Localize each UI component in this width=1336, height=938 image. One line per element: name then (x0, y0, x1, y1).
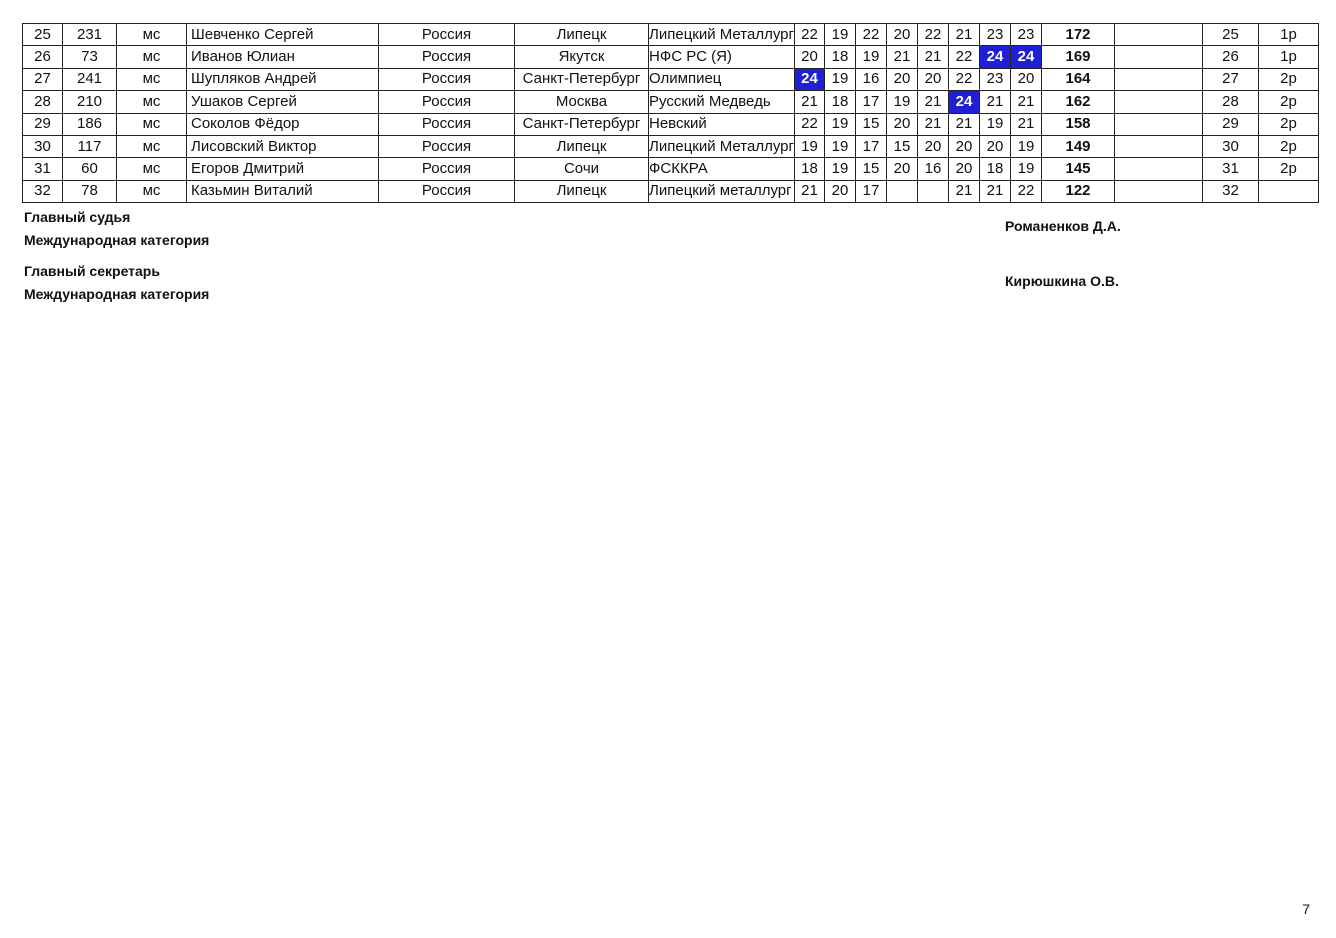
score-cell: 19 (856, 46, 887, 68)
total-cell: 158 (1042, 113, 1115, 135)
score-cell: 19 (825, 135, 856, 157)
table-row (23, 46, 1319, 68)
score-cell: 20 (887, 158, 918, 180)
extra-cell (1115, 46, 1203, 68)
category-cell: 2р (1259, 68, 1319, 90)
page-number: 7 (1302, 901, 1310, 917)
club-cell: Олимпиец (649, 68, 795, 90)
bib-cell: 186 (63, 113, 117, 135)
score-cell: 20 (887, 68, 918, 90)
place-cell: 31 (23, 158, 63, 180)
score-cell: 22 (856, 24, 887, 46)
score-cell: 19 (825, 113, 856, 135)
place2-cell: 28 (1203, 91, 1259, 113)
total-cell: 149 (1042, 135, 1115, 157)
city-cell: Липецк (515, 24, 649, 46)
score-cell: 21 (887, 46, 918, 68)
score-cell: 21 (949, 24, 980, 46)
score-cell: 20 (1011, 68, 1042, 90)
score-cell: 21 (795, 180, 825, 202)
score-cell: 16 (918, 158, 949, 180)
table-row (23, 68, 1319, 90)
score-cell: 22 (795, 113, 825, 135)
bib-cell: 73 (63, 46, 117, 68)
extra-cell (1115, 113, 1203, 135)
name-cell: Лисовский Виктор (187, 135, 379, 157)
name-cell: Шевченко Сергей (187, 24, 379, 46)
score-cell: 22 (918, 24, 949, 46)
place2-cell: 29 (1203, 113, 1259, 135)
city-cell: Санкт-Петербург (515, 68, 649, 90)
total-cell: 172 (1042, 24, 1115, 46)
score-cell: 19 (887, 91, 918, 113)
rank-cell: мс (117, 68, 187, 90)
score-cell (887, 180, 918, 202)
total-cell: 122 (1042, 180, 1115, 202)
name-cell: Ушаков Сергей (187, 91, 379, 113)
score-cell: 24 (949, 91, 980, 113)
score-cell: 22 (949, 68, 980, 90)
category-cell (1259, 180, 1319, 202)
score-cell: 23 (980, 24, 1011, 46)
extra-cell (1115, 180, 1203, 202)
score-cell: 18 (825, 46, 856, 68)
score-cell: 18 (825, 91, 856, 113)
table-row (23, 135, 1319, 157)
country-cell: Россия (379, 113, 515, 135)
name-cell: Соколов Фёдор (187, 113, 379, 135)
extra-cell (1115, 135, 1203, 157)
score-cell: 24 (1011, 46, 1042, 68)
score-cell: 23 (1011, 24, 1042, 46)
chief-secretary-category: Международная категория (24, 286, 210, 302)
city-cell: Москва (515, 91, 649, 113)
results-table-body (23, 24, 1319, 203)
score-cell: 15 (856, 113, 887, 135)
score-cell: 23 (980, 68, 1011, 90)
name-cell: Егоров Дмитрий (187, 158, 379, 180)
table-row (23, 24, 1319, 46)
name-cell: Шупляков Андрей (187, 68, 379, 90)
score-cell: 22 (949, 46, 980, 68)
place-cell: 27 (23, 68, 63, 90)
score-cell: 21 (795, 91, 825, 113)
score-cell: 21 (949, 180, 980, 202)
score-cell: 17 (856, 135, 887, 157)
bib-cell: 231 (63, 24, 117, 46)
club-cell: Липецкий Металлург (649, 135, 795, 157)
total-cell: 162 (1042, 91, 1115, 113)
place-cell: 29 (23, 113, 63, 135)
score-cell: 20 (887, 24, 918, 46)
bib-cell: 78 (63, 180, 117, 202)
place2-cell: 25 (1203, 24, 1259, 46)
score-cell: 20 (887, 113, 918, 135)
total-cell: 145 (1042, 158, 1115, 180)
score-cell: 17 (856, 91, 887, 113)
chief-secretary-name: Кирюшкина О.В. (1005, 273, 1119, 289)
extra-cell (1115, 158, 1203, 180)
extra-cell (1115, 91, 1203, 113)
place-cell: 30 (23, 135, 63, 157)
extra-cell (1115, 24, 1203, 46)
name-cell: Казьмин Виталий (187, 180, 379, 202)
score-cell: 19 (1011, 158, 1042, 180)
score-cell: 20 (949, 135, 980, 157)
score-cell: 20 (918, 135, 949, 157)
score-cell: 21 (949, 113, 980, 135)
table-row (23, 113, 1319, 135)
city-cell: Сочи (515, 158, 649, 180)
club-cell: Липецкий металлург (649, 180, 795, 202)
score-cell: 21 (980, 91, 1011, 113)
rank-cell: мс (117, 91, 187, 113)
score-cell: 20 (980, 135, 1011, 157)
score-cell: 21 (1011, 91, 1042, 113)
score-cell: 21 (918, 46, 949, 68)
country-cell: Россия (379, 180, 515, 202)
rank-cell: мс (117, 158, 187, 180)
country-cell: Россия (379, 91, 515, 113)
score-cell: 21 (1011, 113, 1042, 135)
score-cell: 24 (980, 46, 1011, 68)
place2-cell: 27 (1203, 68, 1259, 90)
score-cell: 19 (795, 135, 825, 157)
score-cell: 17 (856, 180, 887, 202)
country-cell: Россия (379, 158, 515, 180)
chief-judge-name: Романенков Д.А. (1005, 218, 1121, 234)
club-cell: Невский (649, 113, 795, 135)
bib-cell: 60 (63, 158, 117, 180)
place2-cell: 32 (1203, 180, 1259, 202)
bib-cell: 210 (63, 91, 117, 113)
score-cell: 19 (825, 24, 856, 46)
score-cell: 20 (918, 68, 949, 90)
score-cell: 21 (918, 91, 949, 113)
place-cell: 25 (23, 24, 63, 46)
chief-judge-block (24, 206, 209, 252)
score-cell: 19 (980, 113, 1011, 135)
category-cell: 2р (1259, 135, 1319, 157)
results-table (22, 23, 1319, 203)
bib-cell: 241 (63, 68, 117, 90)
score-cell: 18 (795, 158, 825, 180)
city-cell: Якутск (515, 46, 649, 68)
club-cell: Русский Медведь (649, 91, 795, 113)
score-cell: 15 (856, 158, 887, 180)
extra-cell (1115, 68, 1203, 90)
place-cell: 28 (23, 91, 63, 113)
score-cell: 21 (918, 113, 949, 135)
category-cell: 2р (1259, 91, 1319, 113)
place2-cell: 31 (1203, 158, 1259, 180)
score-cell: 20 (949, 158, 980, 180)
score-cell: 18 (980, 158, 1011, 180)
score-cell: 19 (1011, 135, 1042, 157)
score-cell: 24 (795, 68, 825, 90)
place-cell: 32 (23, 180, 63, 202)
club-cell: ФСККРА (649, 158, 795, 180)
country-cell: Россия (379, 68, 515, 90)
place2-cell: 26 (1203, 46, 1259, 68)
table-row (23, 180, 1319, 202)
place-cell: 26 (23, 46, 63, 68)
club-cell: НФС РС (Я) (649, 46, 795, 68)
score-cell: 21 (980, 180, 1011, 202)
city-cell: Санкт-Петербург (515, 113, 649, 135)
score-cell: 22 (795, 24, 825, 46)
city-cell: Липецк (515, 180, 649, 202)
rank-cell: мс (117, 46, 187, 68)
chief-judge-title: Главный судья (24, 209, 131, 225)
score-cell: 15 (887, 135, 918, 157)
score-cell (918, 180, 949, 202)
rank-cell: мс (117, 24, 187, 46)
city-cell: Липецк (515, 135, 649, 157)
table-row (23, 158, 1319, 180)
place2-cell: 30 (1203, 135, 1259, 157)
category-cell: 1р (1259, 46, 1319, 68)
category-cell: 1р (1259, 24, 1319, 46)
chief-judge-category: Международная категория (24, 232, 210, 248)
chief-secretary-block (24, 260, 209, 306)
score-cell: 19 (825, 68, 856, 90)
rank-cell: мс (117, 113, 187, 135)
score-cell: 20 (825, 180, 856, 202)
rank-cell: мс (117, 180, 187, 202)
country-cell: Россия (379, 24, 515, 46)
table-row (23, 91, 1319, 113)
score-cell: 19 (825, 158, 856, 180)
total-cell: 164 (1042, 68, 1115, 90)
club-cell: Липецкий Металлург (649, 24, 795, 46)
category-cell: 2р (1259, 158, 1319, 180)
country-cell: Россия (379, 46, 515, 68)
score-cell: 22 (1011, 180, 1042, 202)
category-cell: 2р (1259, 113, 1319, 135)
rank-cell: мс (117, 135, 187, 157)
score-cell: 16 (856, 68, 887, 90)
bib-cell: 117 (63, 135, 117, 157)
score-cell: 20 (795, 46, 825, 68)
name-cell: Иванов Юлиан (187, 46, 379, 68)
chief-secretary-title: Главный секретарь (24, 263, 160, 279)
total-cell: 169 (1042, 46, 1115, 68)
country-cell: Россия (379, 135, 515, 157)
